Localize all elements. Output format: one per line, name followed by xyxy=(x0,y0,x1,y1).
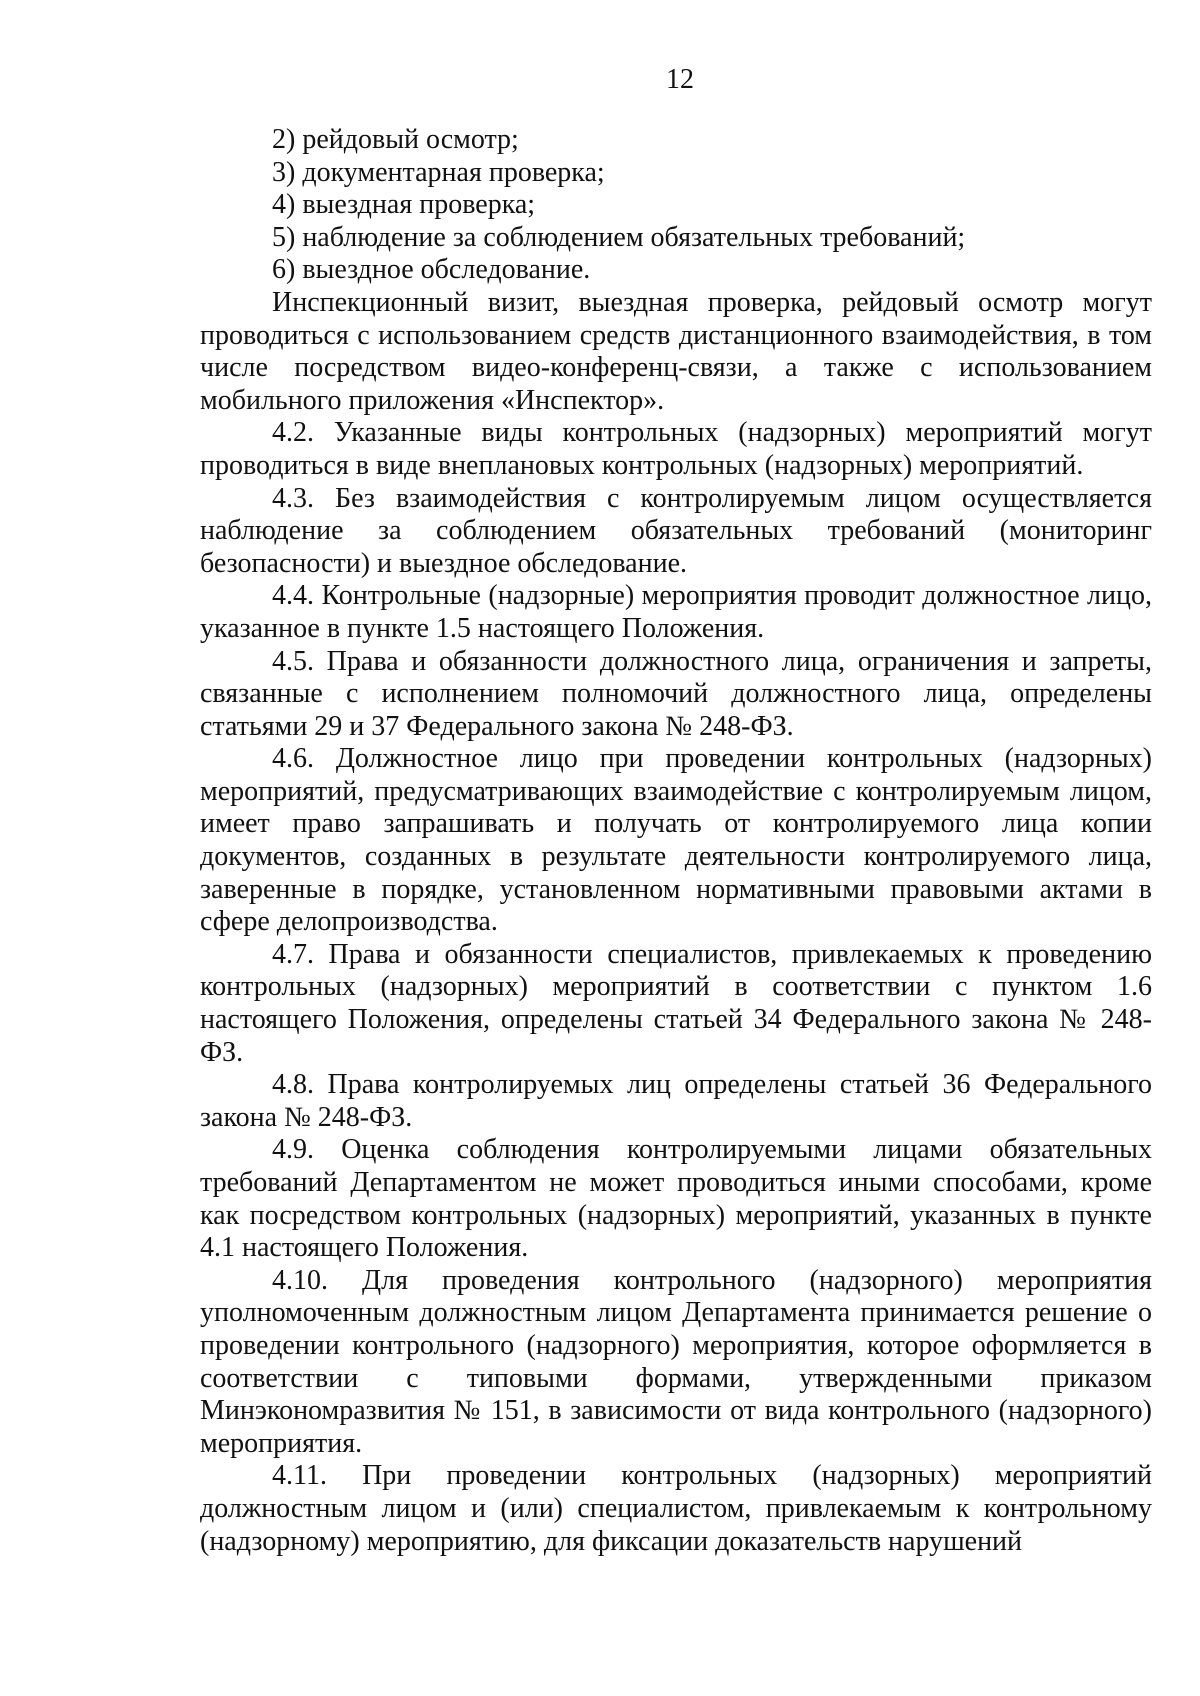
list-item: 5) наблюдение за соблюдением обязательных требований; xyxy=(272,221,966,253)
paragraph-4-6: 4.6. Должностное лицо при проведении контрольных (надзорных) мероприятий, предусматривающих взаимодействие с контролируемым лицом, имеет право запрашивать и получать от контролируемого лица копии документов, созданных в результате деятельности контролируемого лица, заверенные в порядке, установленном нормативными правовыми актами в сфере делопроизводства. xyxy=(200,743,1152,938)
paragraph-4-4: 4.4. Контрольные (надзорные) мероприятия проводит должностное лицо, указанное в пункте 1.5 настоящего Положения. xyxy=(200,580,1152,644)
paragraph-inspection-visit: Инспекционный визит, выездная проверка, рейдовый осмотр могут проводиться с использованием средств дистанционного взаимодействия, в том числе посредством видео-конференц-связи, а также с использованием мобильного приложения «Инспектор». xyxy=(200,286,1152,416)
list-item: 6) выездное обследование. xyxy=(272,254,591,286)
paragraph-4-8: 4.8. Права контролируемых лиц определены статьей 36 Федерального закона № 248-ФЗ. xyxy=(200,1069,1152,1133)
paragraph-4-5: 4.5. Права и обязанности должностного лица, ограничения и запреты, связанные с исполнением полномочий должностного лица, определены статьями 29 и 37 Федерального закона № 248-ФЗ. xyxy=(200,645,1152,742)
paragraph-4-10: 4.10. Для проведения контрольного (надзорного) мероприятия уполномоченным должностным лицом Департамента принимается решение о проведении контрольного (надзорного) мероприятия, которое оформляется в соответствии с типовыми формами, утвержденными приказом Минэкономразвития № 151, в зависимости от вида контрольного (надзорного) мероприятия. xyxy=(200,1264,1152,1459)
paragraph-4-2: 4.2. Указанные виды контрольных (надзорных) мероприятий могут проводиться в виде внеплановых контрольных (надзорных) мероприятий. xyxy=(200,417,1152,481)
paragraph-4-7: 4.7. Права и обязанности специалистов, привлекаемых к проведению контрольных (надзорных) мероприятий в соответствии с пунктом 1.6 настоящего Положения, определены статьей 34 Федерального закона № 248-ФЗ. xyxy=(200,938,1152,1068)
page-number: 12 xyxy=(666,64,694,95)
list-item: 3) документарная проверка; xyxy=(272,156,605,188)
list-item: 4) выездная проверка; xyxy=(272,189,536,221)
paragraph-4-3: 4.3. Без взаимодействия с контролируемым лицом осуществляется наблюдение за соблюдением обязательных требований (мониторинг безопасности) и выездное обследование. xyxy=(200,482,1152,579)
paragraph-4-9: 4.9. Оценка соблюдения контролируемыми лицами обязательных требований Департаментом не может проводиться иными способами, кроме как посредством контрольных (надзорных) мероприятий, указанных в пункте 4.1 настоящего Положения. xyxy=(200,1134,1152,1264)
document-body xyxy=(200,124,1152,1558)
paragraph-4-11: 4.11. При проведении контрольных (надзорных) мероприятий должностным лицом и (или) специалистом, привлекаемым к контрольному (надзорному) мероприятию, для фиксации доказательств нарушений xyxy=(200,1460,1152,1557)
list-item: 2) рейдовый осмотр; xyxy=(272,124,519,155)
